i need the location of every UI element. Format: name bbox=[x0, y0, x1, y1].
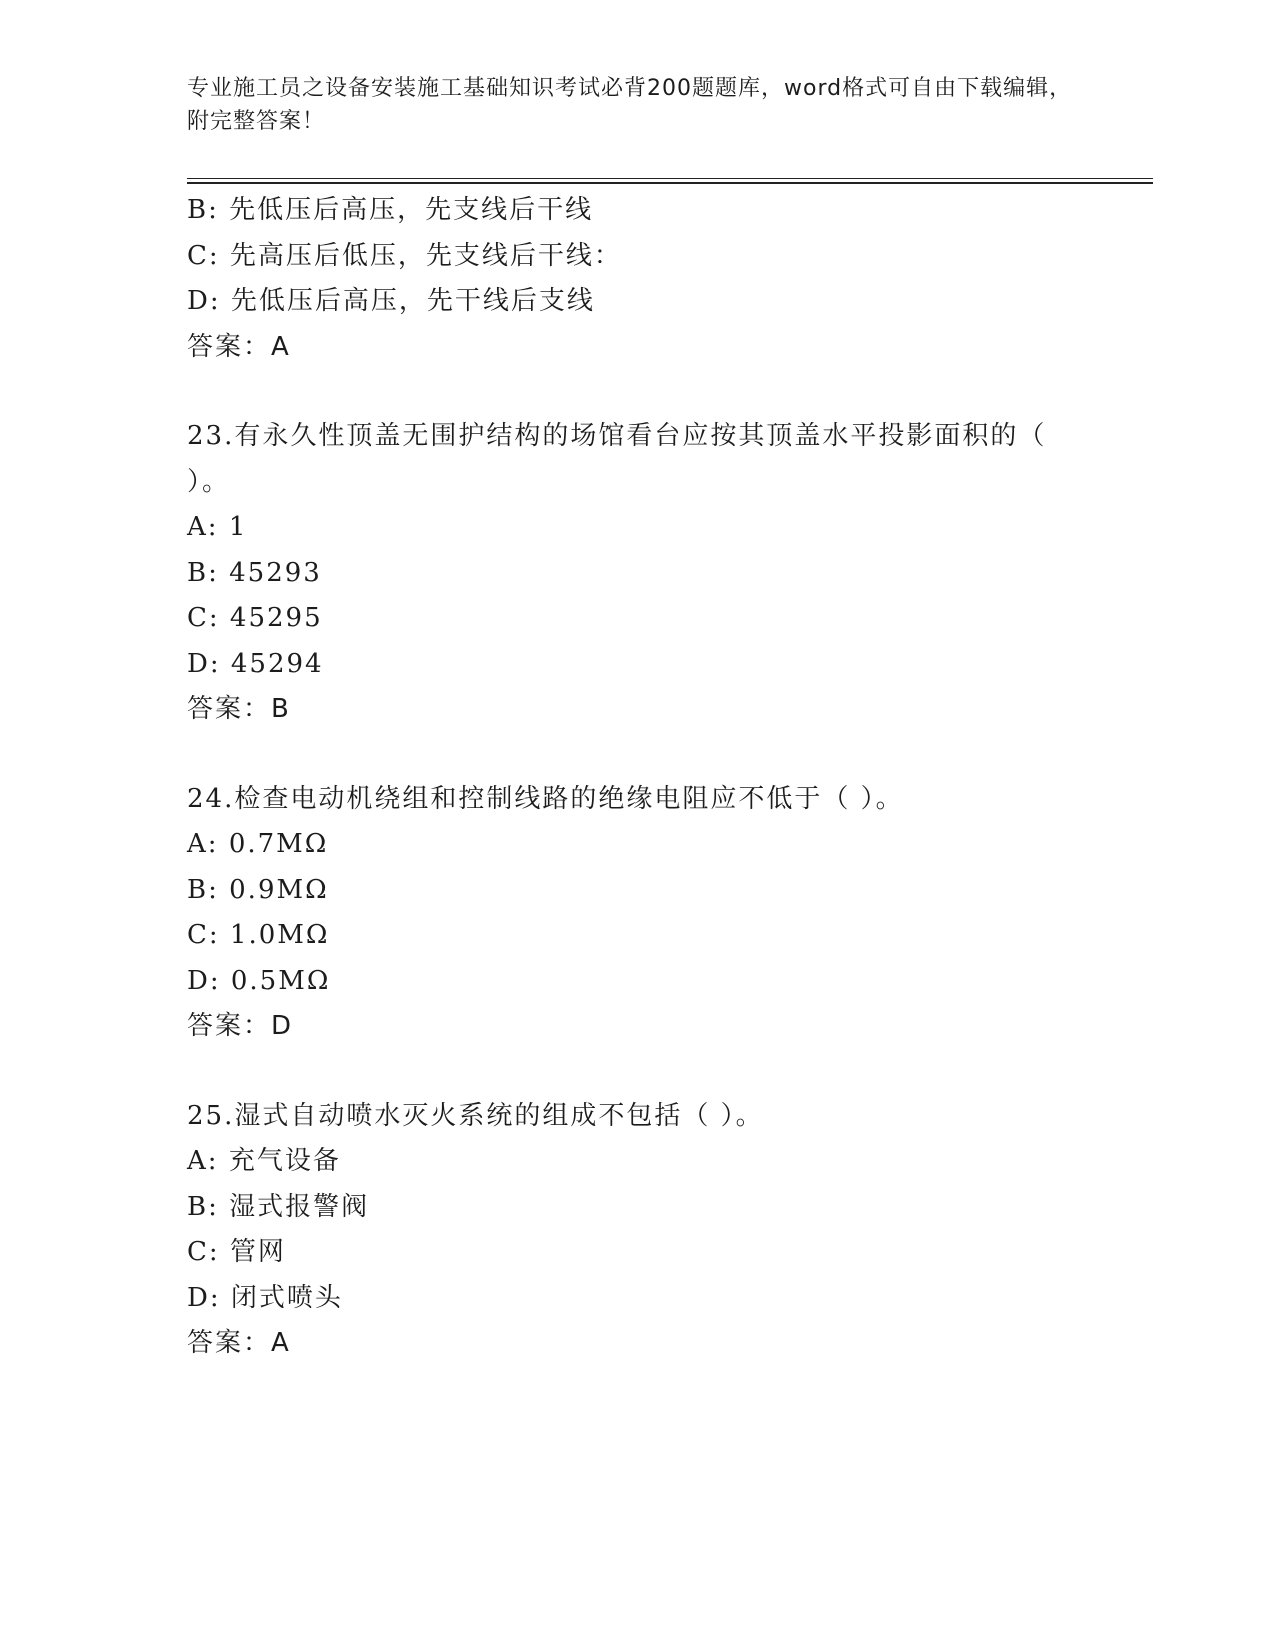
question-23 bbox=[187, 414, 1087, 733]
question-25 bbox=[187, 1094, 1087, 1367]
answer-line: 答案：A bbox=[187, 1328, 291, 1358]
question-24 bbox=[187, 777, 1087, 1050]
option-a: A: 充气设备 bbox=[187, 1146, 341, 1176]
header-rule-thin bbox=[187, 178, 1153, 179]
answer-line: 答案：B bbox=[187, 694, 291, 724]
spacer bbox=[187, 1050, 1087, 1094]
question-stem: 23.有永久性顶盖无围护结构的场馆看台应按其顶盖水平投影面积的（ ）。 bbox=[187, 421, 1047, 497]
option-a: A: 1 bbox=[187, 512, 248, 542]
option-c: C: 45295 bbox=[187, 603, 323, 633]
spacer bbox=[187, 733, 1087, 777]
option-b: B: 0.9MΩ bbox=[187, 874, 329, 905]
option-a: A: 0.7MΩ bbox=[187, 829, 329, 859]
answer-line: 答案：A bbox=[187, 331, 291, 362]
option-d: D: 0.5MΩ bbox=[187, 965, 331, 996]
option-c: C: 管网 bbox=[187, 1237, 286, 1267]
option-b: B: 45293 bbox=[187, 557, 322, 588]
option-b: B: 湿式报警阀 bbox=[187, 1191, 370, 1222]
question-stem: 25.湿式自动喷水灭火系统的组成不包括（ ）。 bbox=[187, 1100, 764, 1131]
header-rule-thick bbox=[187, 182, 1153, 184]
option-d: D: 45294 bbox=[187, 648, 324, 679]
question-stem: 24.检查电动机绕组和控制线路的绝缘电阻应不低于（ ）。 bbox=[187, 783, 904, 814]
document-header: 专业施工员之设备安装施工基础知识考试必背200题题库，word格式可自由下载编辑，附完整答案！ bbox=[187, 76, 1073, 134]
option-c: C: 先高压后低压，先支线后干线： bbox=[187, 240, 622, 271]
option-d: D: 闭式喷头 bbox=[187, 1282, 343, 1313]
option-c: C: 1.0MΩ bbox=[187, 920, 330, 950]
answer-line: 答案：D bbox=[187, 1011, 294, 1041]
question-22-continued bbox=[187, 188, 1087, 370]
option-d: D: 先低压后高压，先干线后支线 bbox=[187, 286, 595, 316]
question-list bbox=[187, 188, 1087, 1367]
spacer bbox=[187, 370, 1087, 414]
option-b: B: 先低压后高压，先支线后干线 bbox=[187, 195, 594, 225]
